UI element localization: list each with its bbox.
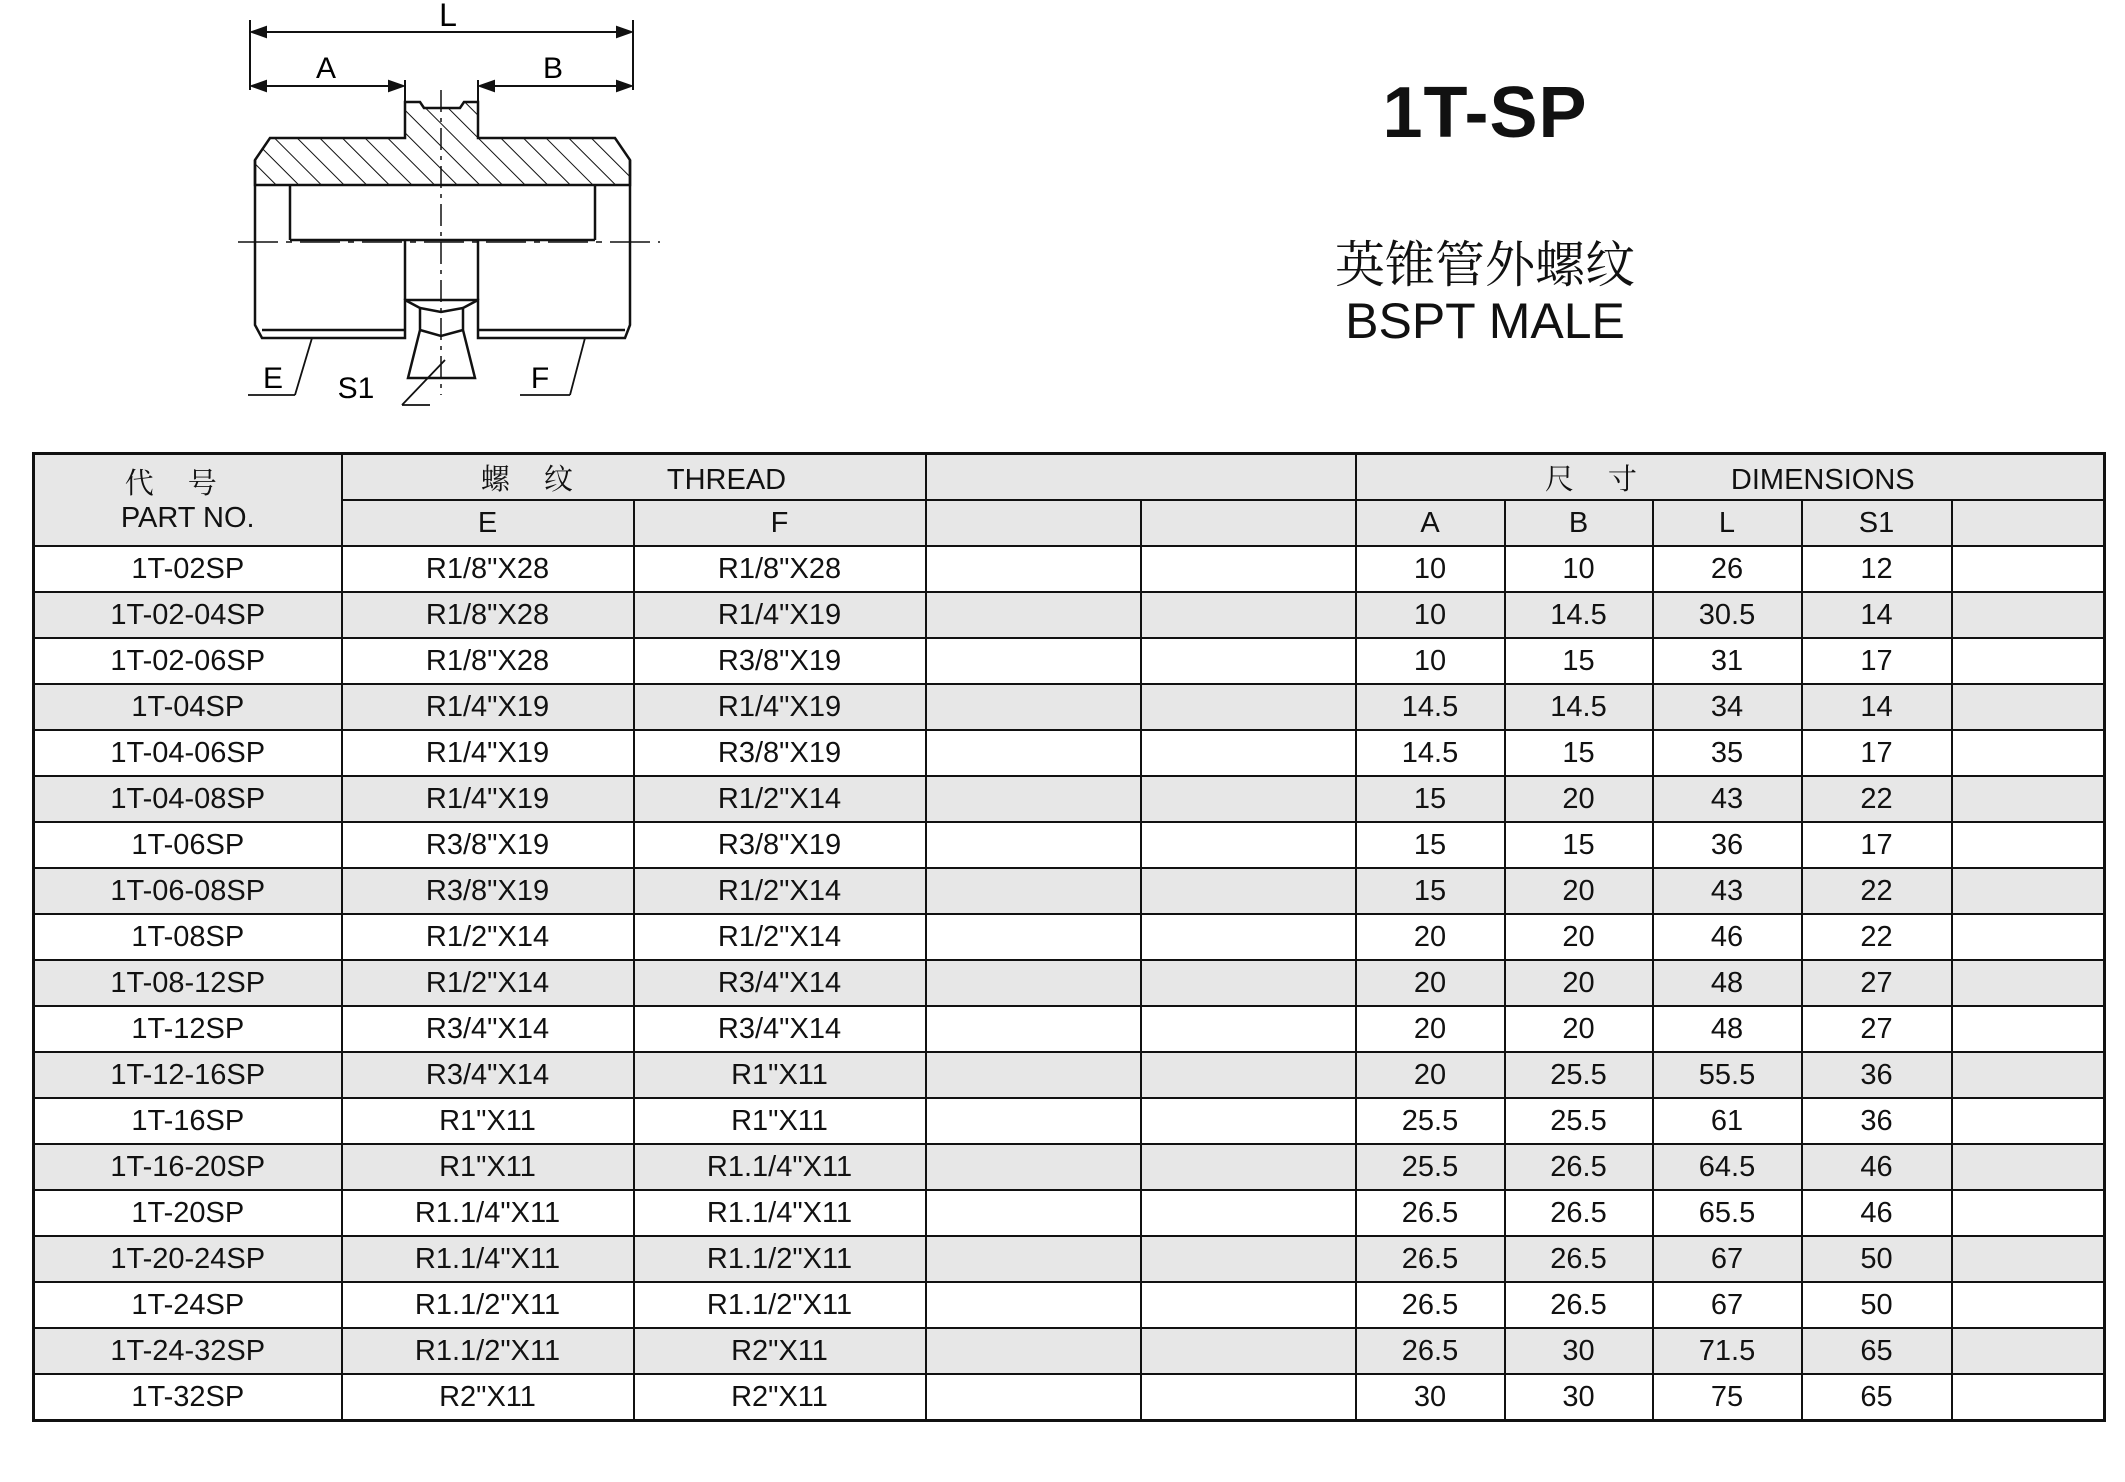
cell-dim-l: 43 bbox=[1653, 868, 1802, 914]
cell-blank bbox=[926, 1006, 1141, 1052]
cell-dim-s1: 12 bbox=[1802, 546, 1952, 592]
cell-dim-a: 15 bbox=[1356, 776, 1505, 822]
cell-part-no: 1T-02SP bbox=[34, 546, 342, 592]
cell-blank bbox=[1952, 1052, 2105, 1098]
header-blank-1 bbox=[926, 500, 1141, 546]
cell-thread-e: R1.1/4"X11 bbox=[342, 1236, 634, 1282]
cell-dim-b: 15 bbox=[1505, 638, 1653, 684]
cell-blank bbox=[1141, 592, 1356, 638]
header-row-sub bbox=[34, 500, 2105, 546]
header-blank bbox=[926, 454, 1356, 501]
cell-thread-e: R1"X11 bbox=[342, 1144, 634, 1190]
cell-dim-a: 20 bbox=[1356, 1052, 1505, 1098]
cell-blank bbox=[1141, 730, 1356, 776]
cell-dim-b: 25.5 bbox=[1505, 1098, 1653, 1144]
cell-dim-a: 14.5 bbox=[1356, 684, 1505, 730]
cell-dim-a: 20 bbox=[1356, 1006, 1505, 1052]
cell-blank bbox=[1952, 1190, 2105, 1236]
cell-dim-l: 71.5 bbox=[1653, 1328, 1802, 1374]
cell-part-no: 1T-06-08SP bbox=[34, 868, 342, 914]
table-row bbox=[34, 1190, 2105, 1236]
cell-dim-l: 61 bbox=[1653, 1098, 1802, 1144]
cell-dim-l: 34 bbox=[1653, 684, 1802, 730]
cell-dim-b: 20 bbox=[1505, 1006, 1653, 1052]
cell-blank bbox=[1952, 868, 2105, 914]
cell-blank bbox=[1952, 1006, 2105, 1052]
cell-dim-l: 75 bbox=[1653, 1374, 1802, 1421]
cell-thread-e: R1.1/2"X11 bbox=[342, 1328, 634, 1374]
table-body bbox=[34, 546, 2105, 1421]
cell-thread-e: R3/8"X19 bbox=[342, 822, 634, 868]
subtitle-chinese: 英锥管外螺纹 bbox=[1335, 236, 1635, 294]
header-dimensions-en: DIMENSIONS bbox=[1730, 463, 1915, 496]
table-row bbox=[34, 1144, 2105, 1190]
cell-blank bbox=[926, 730, 1141, 776]
fitting-drawing bbox=[0, 0, 700, 420]
cell-dim-s1: 36 bbox=[1802, 1098, 1952, 1144]
cell-blank bbox=[926, 1374, 1141, 1421]
header-dimensions-cn: 尺寸 bbox=[1544, 461, 1671, 496]
table-row bbox=[34, 1374, 2105, 1421]
cell-thread-e: R3/8"X19 bbox=[342, 868, 634, 914]
cell-dim-l: 67 bbox=[1653, 1282, 1802, 1328]
cell-dim-s1: 36 bbox=[1802, 1052, 1952, 1098]
cell-thread-f: R1.1/2"X11 bbox=[634, 1282, 926, 1328]
cell-part-no: 1T-12-16SP bbox=[34, 1052, 342, 1098]
cell-dim-b: 10 bbox=[1505, 546, 1653, 592]
cell-thread-f: R1/8"X28 bbox=[634, 546, 926, 592]
cell-dim-s1: 27 bbox=[1802, 960, 1952, 1006]
cell-dim-s1: 65 bbox=[1802, 1328, 1952, 1374]
cell-dim-a: 14.5 bbox=[1356, 730, 1505, 776]
cell-dim-l: 64.5 bbox=[1653, 1144, 1802, 1190]
label-e: E bbox=[262, 362, 284, 395]
cell-blank bbox=[1141, 1328, 1356, 1374]
table-row bbox=[34, 730, 2105, 776]
cell-dim-s1: 50 bbox=[1802, 1236, 1952, 1282]
cell-thread-f: R2"X11 bbox=[634, 1328, 926, 1374]
table-row bbox=[34, 1328, 2105, 1374]
cell-blank bbox=[926, 638, 1141, 684]
dimension-a bbox=[252, 80, 405, 118]
dimensions-table bbox=[32, 452, 2106, 1422]
cell-part-no: 1T-04-08SP bbox=[34, 776, 342, 822]
cell-blank bbox=[926, 1098, 1141, 1144]
cell-dim-a: 15 bbox=[1356, 822, 1505, 868]
label-s1: S1 bbox=[337, 372, 375, 405]
header-f: F bbox=[634, 500, 926, 546]
cell-blank bbox=[1141, 1052, 1356, 1098]
fitting-body bbox=[255, 160, 630, 378]
cell-blank bbox=[1141, 776, 1356, 822]
cell-blank bbox=[926, 684, 1141, 730]
cell-dim-b: 30 bbox=[1505, 1374, 1653, 1421]
header-thread-cn: 螺纹 bbox=[480, 461, 607, 496]
cell-dim-b: 20 bbox=[1505, 868, 1653, 914]
cell-thread-f: R1/4"X19 bbox=[634, 592, 926, 638]
table-row bbox=[34, 914, 2105, 960]
cell-dim-a: 26.5 bbox=[1356, 1282, 1505, 1328]
cell-blank bbox=[926, 1282, 1141, 1328]
cell-dim-a: 15 bbox=[1356, 868, 1505, 914]
cell-thread-f: R3/4"X14 bbox=[634, 960, 926, 1006]
cell-dim-l: 48 bbox=[1653, 1006, 1802, 1052]
cell-dim-s1: 17 bbox=[1802, 638, 1952, 684]
cell-blank bbox=[1141, 822, 1356, 868]
cell-dim-s1: 22 bbox=[1802, 914, 1952, 960]
subtitle-english: BSPT MALE bbox=[1345, 293, 1625, 349]
cell-blank bbox=[1141, 1144, 1356, 1190]
cell-blank bbox=[926, 776, 1141, 822]
cell-blank bbox=[1952, 684, 2105, 730]
cell-blank bbox=[1141, 1236, 1356, 1282]
cell-dim-l: 55.5 bbox=[1653, 1052, 1802, 1098]
cell-dim-b: 20 bbox=[1505, 776, 1653, 822]
cell-dim-l: 26 bbox=[1653, 546, 1802, 592]
cell-dim-s1: 46 bbox=[1802, 1190, 1952, 1236]
cell-dim-b: 26.5 bbox=[1505, 1282, 1653, 1328]
cell-blank bbox=[1141, 1190, 1356, 1236]
cell-thread-e: R1/4"X19 bbox=[342, 730, 634, 776]
table-row bbox=[34, 684, 2105, 730]
cell-dim-s1: 27 bbox=[1802, 1006, 1952, 1052]
cell-blank bbox=[1952, 730, 2105, 776]
cell-thread-f: R1.1/4"X11 bbox=[634, 1190, 926, 1236]
cell-thread-f: R1/2"X14 bbox=[634, 914, 926, 960]
cell-dim-a: 26.5 bbox=[1356, 1328, 1505, 1374]
cell-dim-s1: 46 bbox=[1802, 1144, 1952, 1190]
cell-blank bbox=[1952, 1328, 2105, 1374]
cell-blank bbox=[926, 822, 1141, 868]
cell-blank bbox=[1952, 546, 2105, 592]
cell-dim-b: 26.5 bbox=[1505, 1144, 1653, 1190]
cell-thread-e: R1/2"X14 bbox=[342, 960, 634, 1006]
cell-thread-f: R1"X11 bbox=[634, 1098, 926, 1144]
header-thread-en: THREAD bbox=[666, 463, 787, 496]
cell-thread-f: R3/8"X19 bbox=[634, 730, 926, 776]
cell-blank bbox=[1141, 546, 1356, 592]
cell-part-no: 1T-20SP bbox=[34, 1190, 342, 1236]
page-title: 1T-SP bbox=[1382, 73, 1588, 153]
cell-thread-e: R1/8"X28 bbox=[342, 638, 634, 684]
cell-dim-s1: 65 bbox=[1802, 1374, 1952, 1421]
header-part-no-cn: 代号 bbox=[124, 465, 251, 500]
header-b: B bbox=[1505, 500, 1653, 546]
cell-blank bbox=[926, 1236, 1141, 1282]
cell-thread-f: R3/8"X19 bbox=[634, 638, 926, 684]
cell-thread-f: R1.1/2"X11 bbox=[634, 1236, 926, 1282]
cell-blank bbox=[926, 914, 1141, 960]
cell-thread-f: R1"X11 bbox=[634, 1052, 926, 1098]
header-a: A bbox=[1356, 500, 1505, 546]
cell-thread-e: R1/8"X28 bbox=[342, 546, 634, 592]
cell-blank bbox=[1952, 776, 2105, 822]
cell-dim-a: 20 bbox=[1356, 960, 1505, 1006]
label-a: A bbox=[315, 52, 337, 85]
cell-thread-e: R3/4"X14 bbox=[342, 1006, 634, 1052]
cell-thread-e: R1/4"X19 bbox=[342, 776, 634, 822]
cell-part-no: 1T-06SP bbox=[34, 822, 342, 868]
cell-thread-e: R1/4"X19 bbox=[342, 684, 634, 730]
cell-dim-a: 10 bbox=[1356, 638, 1505, 684]
cell-dim-b: 26.5 bbox=[1505, 1190, 1653, 1236]
cell-part-no: 1T-08-12SP bbox=[34, 960, 342, 1006]
cell-dim-a: 10 bbox=[1356, 592, 1505, 638]
header-l: L bbox=[1653, 500, 1802, 546]
cell-blank bbox=[1141, 1282, 1356, 1328]
section-hatch bbox=[255, 102, 630, 185]
label-f: F bbox=[530, 362, 550, 395]
cell-dim-l: 36 bbox=[1653, 822, 1802, 868]
cell-dim-a: 25.5 bbox=[1356, 1098, 1505, 1144]
cell-thread-e: R1"X11 bbox=[342, 1098, 634, 1144]
cell-blank bbox=[926, 960, 1141, 1006]
header-thread bbox=[342, 454, 926, 501]
cell-dim-b: 14.5 bbox=[1505, 592, 1653, 638]
cell-dim-s1: 17 bbox=[1802, 730, 1952, 776]
cell-blank bbox=[1141, 638, 1356, 684]
table-row bbox=[34, 1052, 2105, 1098]
cell-thread-f: R2"X11 bbox=[634, 1374, 926, 1421]
cell-thread-f: R1.1/4"X11 bbox=[634, 1144, 926, 1190]
cell-blank bbox=[926, 868, 1141, 914]
cell-blank bbox=[926, 1328, 1141, 1374]
cell-dim-a: 30 bbox=[1356, 1374, 1505, 1421]
cell-blank bbox=[1952, 960, 2105, 1006]
cell-part-no: 1T-04-06SP bbox=[34, 730, 342, 776]
cell-dim-a: 26.5 bbox=[1356, 1190, 1505, 1236]
cell-dim-b: 26.5 bbox=[1505, 1236, 1653, 1282]
cell-part-no: 1T-02-06SP bbox=[34, 638, 342, 684]
cell-dim-l: 30.5 bbox=[1653, 592, 1802, 638]
cell-dim-s1: 14 bbox=[1802, 592, 1952, 638]
cell-blank bbox=[1952, 592, 2105, 638]
table-row bbox=[34, 868, 2105, 914]
cell-dim-l: 67 bbox=[1653, 1236, 1802, 1282]
cell-blank bbox=[926, 546, 1141, 592]
cell-blank bbox=[1952, 822, 2105, 868]
cell-blank bbox=[1952, 914, 2105, 960]
cell-blank bbox=[926, 592, 1141, 638]
cell-part-no: 1T-12SP bbox=[34, 1006, 342, 1052]
table-row bbox=[34, 960, 2105, 1006]
cell-part-no: 1T-24-32SP bbox=[34, 1328, 342, 1374]
header-s1: S1 bbox=[1802, 500, 1952, 546]
label-l: L bbox=[439, 0, 457, 33]
header-blank-3 bbox=[1952, 500, 2105, 546]
cell-thread-e: R1/8"X28 bbox=[342, 592, 634, 638]
header-row-top bbox=[34, 454, 2105, 501]
cell-part-no: 1T-24SP bbox=[34, 1282, 342, 1328]
cell-blank bbox=[926, 1144, 1141, 1190]
cell-dim-l: 65.5 bbox=[1653, 1190, 1802, 1236]
cell-blank bbox=[1141, 684, 1356, 730]
cell-thread-f: R1/4"X19 bbox=[634, 684, 926, 730]
cell-thread-f: R1/2"X14 bbox=[634, 868, 926, 914]
cell-dim-b: 20 bbox=[1505, 960, 1653, 1006]
cell-blank bbox=[1952, 1236, 2105, 1282]
cell-thread-e: R1.1/2"X11 bbox=[342, 1282, 634, 1328]
cell-dim-a: 25.5 bbox=[1356, 1144, 1505, 1190]
cell-blank bbox=[1952, 638, 2105, 684]
table-row bbox=[34, 1098, 2105, 1144]
cell-blank bbox=[926, 1190, 1141, 1236]
cell-part-no: 1T-16SP bbox=[34, 1098, 342, 1144]
dimension-b bbox=[478, 80, 631, 118]
cell-part-no: 1T-04SP bbox=[34, 684, 342, 730]
cell-dim-b: 20 bbox=[1505, 914, 1653, 960]
table-row bbox=[34, 638, 2105, 684]
table-row bbox=[34, 1282, 2105, 1328]
cell-thread-f: R1/2"X14 bbox=[634, 776, 926, 822]
table-row bbox=[34, 592, 2105, 638]
cell-thread-e: R1.1/4"X11 bbox=[342, 1190, 634, 1236]
cell-dim-l: 35 bbox=[1653, 730, 1802, 776]
cell-dim-b: 15 bbox=[1505, 730, 1653, 776]
cell-thread-f: R3/4"X14 bbox=[634, 1006, 926, 1052]
cell-thread-e: R2"X11 bbox=[342, 1374, 634, 1421]
table-row bbox=[34, 1006, 2105, 1052]
cell-dim-s1: 22 bbox=[1802, 868, 1952, 914]
cell-part-no: 1T-20-24SP bbox=[34, 1236, 342, 1282]
cell-blank bbox=[1141, 1374, 1356, 1421]
cell-dim-b: 25.5 bbox=[1505, 1052, 1653, 1098]
cell-blank bbox=[1141, 1006, 1356, 1052]
cell-part-no: 1T-08SP bbox=[34, 914, 342, 960]
cell-dim-b: 30 bbox=[1505, 1328, 1653, 1374]
cell-dim-a: 20 bbox=[1356, 914, 1505, 960]
cell-blank bbox=[1952, 1098, 2105, 1144]
cell-part-no: 1T-32SP bbox=[34, 1374, 342, 1421]
header-dimensions bbox=[1356, 454, 2105, 501]
cell-dim-b: 15 bbox=[1505, 822, 1653, 868]
cell-dim-l: 48 bbox=[1653, 960, 1802, 1006]
cell-thread-e: R3/4"X14 bbox=[342, 1052, 634, 1098]
cell-dim-l: 31 bbox=[1653, 638, 1802, 684]
cell-part-no: 1T-16-20SP bbox=[34, 1144, 342, 1190]
header-part-no-en: PART NO. bbox=[120, 501, 255, 534]
cell-dim-s1: 14 bbox=[1802, 684, 1952, 730]
label-b: B bbox=[542, 52, 564, 85]
header-part-no bbox=[34, 454, 342, 547]
cell-dim-s1: 17 bbox=[1802, 822, 1952, 868]
cell-blank bbox=[1952, 1282, 2105, 1328]
cell-dim-l: 43 bbox=[1653, 776, 1802, 822]
table-row bbox=[34, 822, 2105, 868]
header-e: E bbox=[342, 500, 634, 546]
cell-part-no: 1T-02-04SP bbox=[34, 592, 342, 638]
table-row bbox=[34, 546, 2105, 592]
cell-dim-a: 10 bbox=[1356, 546, 1505, 592]
cell-blank bbox=[926, 1052, 1141, 1098]
cell-blank bbox=[1952, 1144, 2105, 1190]
cell-blank bbox=[1141, 960, 1356, 1006]
cell-dim-s1: 22 bbox=[1802, 776, 1952, 822]
cell-blank bbox=[1141, 914, 1356, 960]
cell-thread-f: R3/8"X19 bbox=[634, 822, 926, 868]
cell-dim-b: 14.5 bbox=[1505, 684, 1653, 730]
cell-dim-a: 26.5 bbox=[1356, 1236, 1505, 1282]
table-row bbox=[34, 776, 2105, 822]
cell-blank bbox=[1141, 868, 1356, 914]
cell-dim-l: 46 bbox=[1653, 914, 1802, 960]
cell-thread-e: R1/2"X14 bbox=[342, 914, 634, 960]
cell-blank bbox=[1141, 1098, 1356, 1144]
cell-dim-s1: 50 bbox=[1802, 1282, 1952, 1328]
cell-blank bbox=[1952, 1374, 2105, 1421]
table-row bbox=[34, 1236, 2105, 1282]
header-blank-2 bbox=[1141, 500, 1356, 546]
